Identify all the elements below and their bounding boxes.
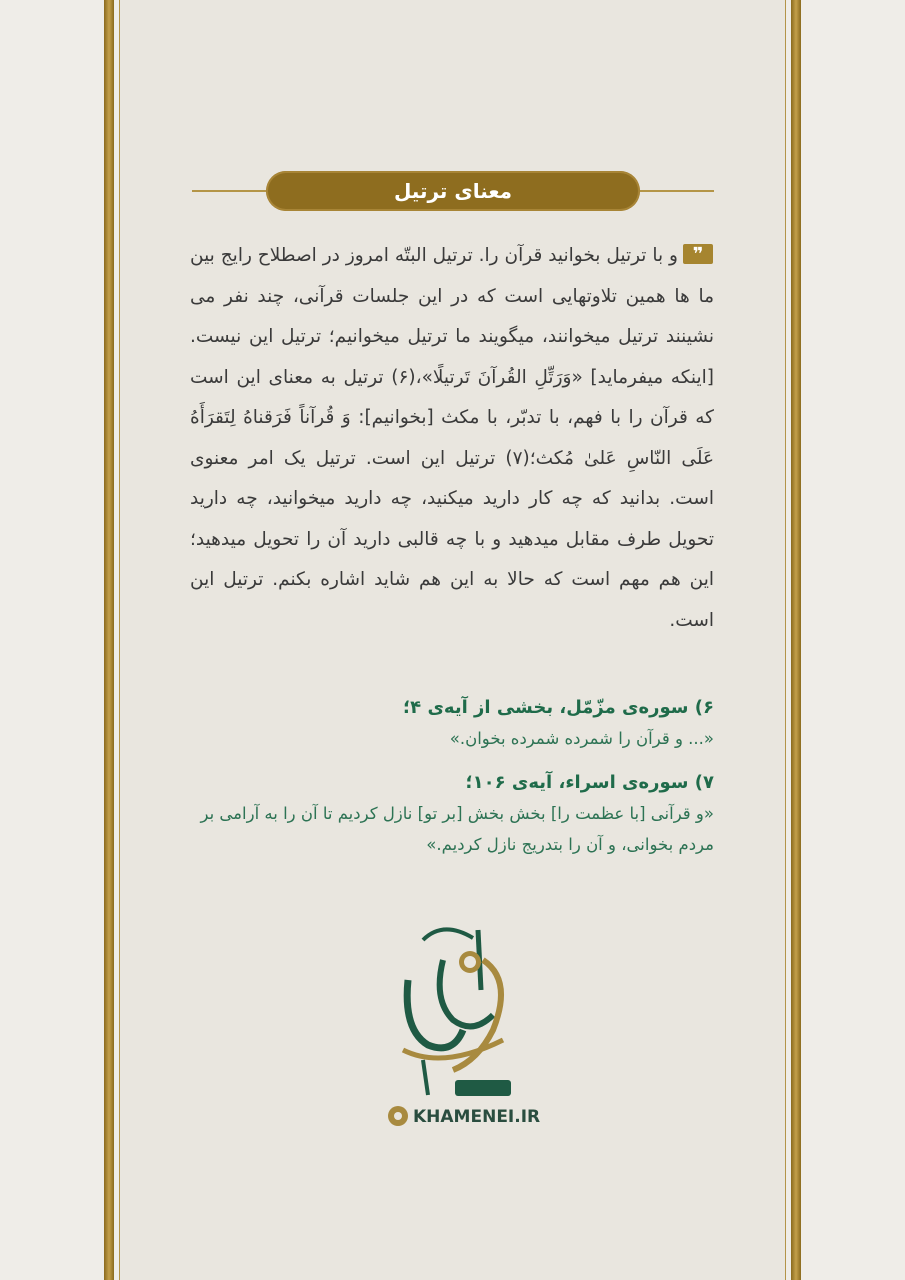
quote-icon: ❞	[683, 244, 713, 264]
title-banner	[266, 171, 640, 211]
title-rule-right	[640, 190, 714, 192]
footnote-title: ۷) سوره‌ی اسراء، آیه‌ی ۱۰۶؛	[465, 772, 714, 793]
footnote-6	[190, 693, 714, 754]
khamenei-logo	[383, 920, 543, 1140]
site-logo-text: KHAMENEI.IR	[413, 1107, 541, 1127]
right-gold-border	[791, 0, 801, 1280]
left-gold-border	[104, 0, 114, 1280]
right-inner-line	[785, 0, 786, 1280]
footnote-body: «... و قرآن را شمرده شمرده بخوان.»	[449, 729, 714, 748]
footnote-title: ۶) سوره‌ی مزّمّل، بخشی از آیه‌ی ۴؛	[402, 697, 714, 718]
left-inner-line	[119, 0, 120, 1280]
page-title: معنای ترتیل	[393, 179, 513, 203]
title-rule-left	[192, 190, 266, 192]
main-paragraph: و با ترتیل بخوانید قرآن را. ترتیل البتّه امروز در اصطلاح رایج بین ما ها همین تلاوتهایی است که در این جلسات قرآنی، چند نفر می نشینند ترتیل میخوانند، میگویند ما ترتیل میخوانیم؛ ترتیل این نیست. [اینکه میفرماید] «وَرَتِّلِ القُرآنَ تَرتیلًا»،(۶) ترتیل به معنای این است که قرآن را با فهم، با تدبّر، با مکث [بخوانیم]: وَ قُرآناً فَرَقناهُ لِتَقرَأَهُ عَلَی النّاسِ عَلیٰ مُکث؛(۷) ترتیل این است. ترتیل یک امر معنوی است. بدانید که چه کار دارید میکنید، چه دارید میخوانید، چه دارید تحویل طرف مقابل میدهید و با چه قالبی دارید آن را تحویل میدهید؛ این هم مهم است که حالا به این هم شاید اشاره بکنم. ترتیل این است.	[190, 245, 714, 631]
footnote-body: «و قرآنی [با عظمت را] بخش بخش [بر تو] نازل کردیم تا آن را به آرامی بر مردم بخوانی، و آن را بتدریج نازل کردیم.»	[200, 804, 714, 854]
calligraphy-logo-icon	[383, 920, 543, 1140]
footnote-7	[190, 768, 714, 860]
